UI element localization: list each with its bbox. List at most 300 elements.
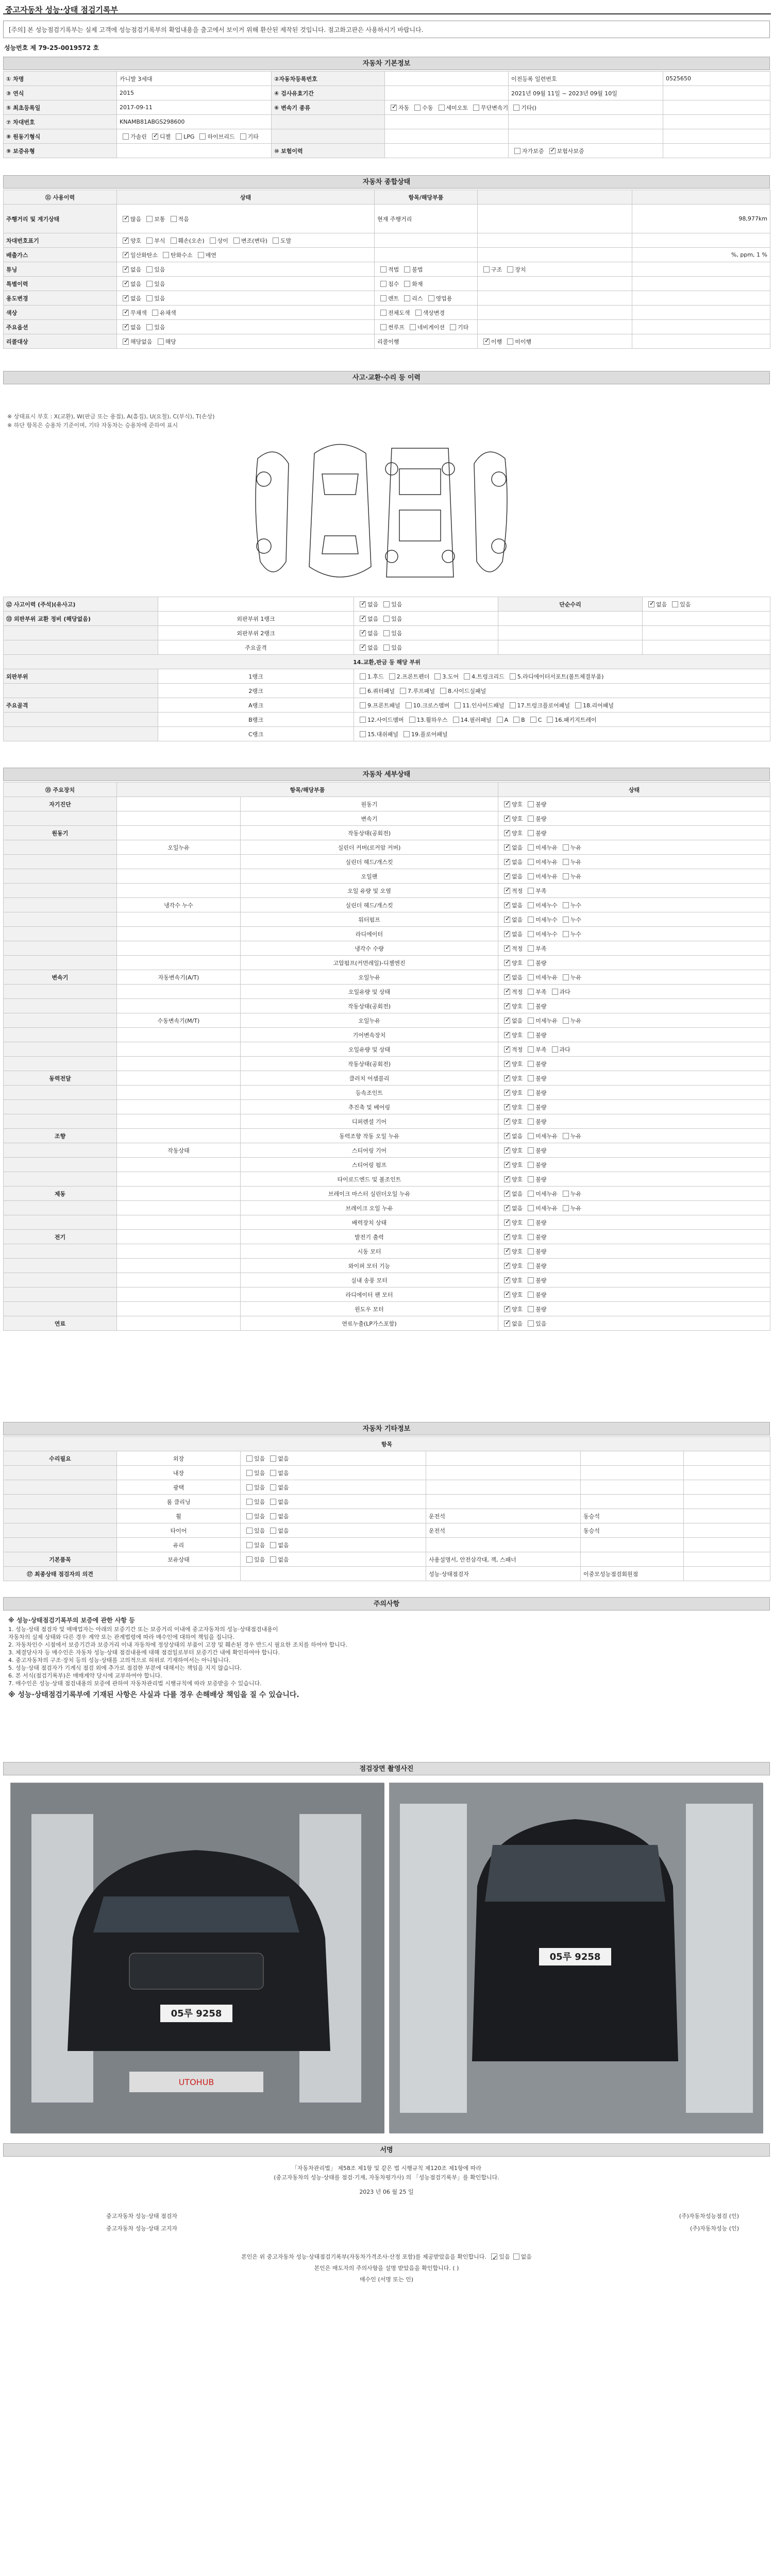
detail-state-box[interactable]: [528, 1104, 534, 1110]
frame-item-box[interactable]: [360, 673, 366, 680]
fuel-option-box[interactable]: [240, 133, 246, 140]
extra-state-option[interactable]: [243, 1454, 265, 1463]
frame-item-box[interactable]: [440, 688, 446, 694]
general-option[interactable]: [155, 337, 176, 346]
general-option-box[interactable]: [146, 281, 153, 287]
detail-state-box[interactable]: [504, 1104, 510, 1110]
extra-state-box[interactable]: [270, 1499, 276, 1505]
fuel-option-box[interactable]: [176, 133, 182, 140]
general-option-box[interactable]: [123, 295, 129, 301]
general-option-box[interactable]: [146, 295, 153, 301]
detail-state-box[interactable]: [528, 1133, 534, 1139]
detail-state-box[interactable]: [504, 859, 510, 865]
detail-state-option[interactable]: [501, 959, 523, 967]
frame-item[interactable]: [357, 701, 400, 709]
detail-state-option[interactable]: [501, 1161, 523, 1169]
transmission-option[interactable]: [435, 104, 468, 112]
general-option[interactable]: [143, 215, 165, 223]
detail-state-box[interactable]: [504, 1320, 510, 1327]
general-sub-option[interactable]: [447, 323, 468, 331]
frame-item[interactable]: [400, 730, 448, 738]
transmission-option[interactable]: [411, 104, 433, 112]
general-sub-option-box[interactable]: [380, 281, 386, 287]
detail-state-box[interactable]: [504, 1018, 510, 1024]
frame-item-box[interactable]: [455, 702, 461, 708]
general-option-box[interactable]: [123, 324, 129, 330]
frame-item-box[interactable]: [360, 688, 366, 694]
detail-state-box[interactable]: [528, 1205, 534, 1211]
detail-state-box[interactable]: [528, 931, 534, 937]
general-sub2-option[interactable]: [480, 337, 502, 346]
detail-state-option[interactable]: [525, 1161, 546, 1169]
general-option[interactable]: [120, 309, 147, 317]
detail-state-option[interactable]: [501, 1305, 523, 1313]
extra-state-option[interactable]: [267, 1555, 289, 1564]
frame-item-box[interactable]: [434, 673, 441, 680]
detail-state-box[interactable]: [528, 1032, 534, 1038]
detail-state-box[interactable]: [504, 1234, 510, 1240]
frame-item[interactable]: [494, 717, 509, 723]
detail-state-box[interactable]: [504, 945, 510, 952]
detail-state-box[interactable]: [528, 1061, 534, 1067]
detail-state-option[interactable]: [501, 1233, 523, 1241]
frame-item-box[interactable]: [406, 702, 412, 708]
detail-state-box[interactable]: [528, 844, 534, 851]
detail-state-option[interactable]: [525, 1074, 546, 1082]
detail-state-option[interactable]: [501, 1319, 523, 1328]
warranty-option[interactable]: [511, 147, 544, 155]
detail-state-option[interactable]: [549, 988, 570, 996]
detail-state-option[interactable]: [501, 1262, 523, 1270]
detail-state-box[interactable]: [528, 1306, 534, 1312]
extra-state-option[interactable]: [267, 1498, 289, 1506]
general-option[interactable]: [120, 337, 153, 346]
detail-state-option[interactable]: [525, 1204, 558, 1212]
detail-state-box[interactable]: [528, 1176, 534, 1182]
detail-state-box[interactable]: [504, 1075, 510, 1081]
detail-state-box[interactable]: [504, 1147, 510, 1154]
extra-state-box[interactable]: [270, 1455, 276, 1462]
detail-state-box[interactable]: [504, 1032, 510, 1038]
extra-state-option[interactable]: [243, 1512, 265, 1520]
frame-item[interactable]: [461, 672, 505, 681]
general-sub-option-box[interactable]: [380, 266, 386, 273]
frame-item-box[interactable]: [510, 673, 516, 680]
detail-state-option[interactable]: [525, 887, 546, 895]
detail-state-option[interactable]: [525, 1262, 546, 1270]
detail-state-box[interactable]: [504, 1003, 510, 1009]
transmission-option[interactable]: [470, 104, 508, 112]
detail-state-box[interactable]: [563, 1133, 569, 1139]
extra-state-box[interactable]: [246, 1499, 253, 1505]
frame-item[interactable]: [357, 672, 384, 681]
detail-state-option[interactable]: [525, 1233, 546, 1241]
detail-state-box[interactable]: [528, 1248, 534, 1255]
extra-state-option[interactable]: [243, 1555, 265, 1564]
general-option[interactable]: [207, 236, 228, 245]
extra-state-option[interactable]: [243, 1469, 265, 1477]
detail-state-option[interactable]: [525, 1117, 546, 1126]
frame-item[interactable]: [507, 701, 570, 709]
extra-state-box[interactable]: [246, 1556, 253, 1563]
frame-item-box[interactable]: [360, 702, 366, 708]
general-sub-option-box[interactable]: [428, 295, 434, 301]
general-option-box[interactable]: [123, 310, 129, 316]
general-option[interactable]: [167, 215, 189, 223]
detail-state-option[interactable]: [525, 829, 546, 837]
detail-state-box[interactable]: [504, 960, 510, 966]
detail-state-box[interactable]: [528, 1277, 534, 1283]
detail-state-option[interactable]: [525, 959, 546, 967]
detail-state-option[interactable]: [560, 843, 581, 852]
detail-state-option[interactable]: [560, 916, 581, 924]
general-option-box[interactable]: [123, 338, 129, 345]
detail-state-box[interactable]: [528, 1046, 534, 1053]
frame-item[interactable]: [357, 687, 395, 695]
detail-state-box[interactable]: [563, 931, 569, 937]
detail-state-option[interactable]: [501, 1175, 523, 1183]
general-option-box[interactable]: [171, 238, 177, 244]
detail-state-option[interactable]: [525, 1175, 546, 1183]
detail-state-option[interactable]: [560, 1204, 581, 1212]
transmission-option[interactable]: [388, 104, 409, 112]
detail-state-box[interactable]: [563, 902, 569, 908]
detail-state-box[interactable]: [528, 974, 534, 980]
detail-state-option[interactable]: [501, 1276, 523, 1284]
detail-state-box[interactable]: [504, 1277, 510, 1283]
general-sub-option-box[interactable]: [380, 310, 386, 316]
frame-item[interactable]: [510, 717, 525, 723]
frame-item[interactable]: [397, 687, 435, 695]
detail-state-box[interactable]: [528, 1263, 534, 1269]
detail-state-option[interactable]: [501, 1031, 523, 1039]
damage-option-box[interactable]: [360, 630, 366, 636]
general-option-box[interactable]: [146, 238, 153, 244]
detail-state-option[interactable]: [560, 872, 581, 880]
detail-state-option[interactable]: [501, 1117, 523, 1126]
detail-state-option[interactable]: [560, 858, 581, 866]
frame-item[interactable]: [572, 701, 614, 709]
detail-state-box[interactable]: [528, 888, 534, 894]
extra-state-box[interactable]: [246, 1470, 253, 1476]
detail-state-option[interactable]: [501, 973, 523, 981]
damage-option[interactable]: [357, 615, 378, 623]
general-sub-option-box[interactable]: [450, 324, 456, 330]
detail-state-option[interactable]: [501, 1132, 523, 1140]
frame-item-box[interactable]: [513, 717, 519, 723]
damage-option-box[interactable]: [383, 630, 390, 636]
detail-state-option[interactable]: [501, 1247, 523, 1256]
transmission-option-box[interactable]: [439, 105, 445, 111]
detail-state-option[interactable]: [560, 901, 581, 909]
general-sub-option[interactable]: [407, 323, 445, 331]
detail-state-box[interactable]: [528, 960, 534, 966]
general-option[interactable]: [195, 251, 216, 259]
general-option[interactable]: [167, 236, 205, 245]
general-option[interactable]: [230, 236, 267, 245]
detail-state-option[interactable]: [525, 843, 558, 852]
damage-option-box[interactable]: [383, 645, 390, 651]
detail-state-box[interactable]: [504, 1263, 510, 1269]
detail-state-box[interactable]: [504, 917, 510, 923]
frame-item[interactable]: [406, 716, 448, 724]
detail-state-option[interactable]: [501, 887, 523, 895]
frame-item-box[interactable]: [510, 702, 516, 708]
detail-state-box[interactable]: [504, 816, 510, 822]
detail-state-box[interactable]: [504, 801, 510, 807]
detail-state-option[interactable]: [525, 1291, 546, 1299]
detail-state-box[interactable]: [528, 1219, 534, 1226]
detail-state-box[interactable]: [563, 859, 569, 865]
detail-state-box[interactable]: [563, 1191, 569, 1197]
detail-state-option[interactable]: [501, 829, 523, 837]
general-sub2-option-box[interactable]: [507, 338, 513, 345]
general-sub-option-box[interactable]: [404, 266, 410, 273]
detail-state-option[interactable]: [525, 901, 558, 909]
extra-state-box[interactable]: [246, 1513, 253, 1519]
frame-item[interactable]: [450, 716, 492, 724]
frame-item[interactable]: [357, 730, 398, 738]
frame-item[interactable]: [507, 672, 604, 681]
detail-state-option[interactable]: [525, 1060, 546, 1068]
detail-state-option[interactable]: [525, 858, 558, 866]
frame-item[interactable]: [451, 701, 504, 709]
detail-state-option[interactable]: [525, 1305, 546, 1313]
fuel-option[interactable]: [237, 132, 259, 141]
detail-state-box[interactable]: [504, 902, 510, 908]
general-option-box[interactable]: [123, 281, 129, 287]
detail-state-option[interactable]: [501, 1045, 523, 1054]
frame-item-box[interactable]: [400, 688, 406, 694]
detail-state-box[interactable]: [528, 1292, 534, 1298]
fuel-option[interactable]: [196, 132, 234, 141]
detail-state-option[interactable]: [525, 1089, 546, 1097]
detail-state-option[interactable]: [501, 988, 523, 996]
detail-state-option[interactable]: [501, 815, 523, 823]
detail-state-box[interactable]: [504, 1133, 510, 1139]
detail-state-option[interactable]: [501, 1146, 523, 1155]
extra-state-option[interactable]: [267, 1469, 289, 1477]
general-sub-option[interactable]: [377, 323, 405, 331]
frame-item-box[interactable]: [464, 673, 470, 680]
detail-state-option[interactable]: [525, 1319, 546, 1328]
detail-state-box[interactable]: [528, 816, 534, 822]
detail-state-box[interactable]: [528, 1090, 534, 1096]
extra-state-box[interactable]: [270, 1513, 276, 1519]
general-sub2-option[interactable]: [480, 265, 502, 274]
detail-state-box[interactable]: [504, 873, 510, 879]
extra-state-box[interactable]: [270, 1484, 276, 1490]
damage-option-box[interactable]: [360, 601, 366, 607]
general-option-box[interactable]: [273, 238, 279, 244]
detail-state-box[interactable]: [528, 1320, 534, 1327]
fuel-option[interactable]: [173, 133, 194, 140]
detail-state-option[interactable]: [525, 1045, 546, 1054]
detail-state-option[interactable]: [501, 843, 523, 852]
frame-item-box[interactable]: [547, 717, 553, 723]
detail-state-option[interactable]: [549, 1045, 570, 1054]
detail-state-box[interactable]: [504, 888, 510, 894]
detail-state-box[interactable]: [504, 1176, 510, 1182]
detail-state-box[interactable]: [504, 1061, 510, 1067]
extra-state-option[interactable]: [243, 1527, 265, 1535]
frame-item-box[interactable]: [575, 702, 581, 708]
general-option[interactable]: [120, 280, 141, 288]
detail-state-option[interactable]: [525, 1016, 558, 1025]
detail-state-box[interactable]: [528, 859, 534, 865]
detail-state-option[interactable]: [560, 973, 581, 981]
detail-state-option[interactable]: [501, 1190, 523, 1198]
detail-state-box[interactable]: [528, 1147, 534, 1154]
damage-option[interactable]: [380, 643, 402, 652]
detail-state-box[interactable]: [504, 974, 510, 980]
detail-state-box[interactable]: [504, 931, 510, 937]
detail-state-box[interactable]: [528, 902, 534, 908]
general-sub-option-box[interactable]: [404, 295, 410, 301]
detail-state-box[interactable]: [528, 1118, 534, 1125]
detail-state-box[interactable]: [504, 1191, 510, 1197]
extra-state-option[interactable]: [243, 1541, 265, 1549]
damage-option[interactable]: [380, 615, 402, 623]
detail-state-box[interactable]: [528, 1075, 534, 1081]
detail-state-box[interactable]: [504, 830, 510, 836]
detail-state-box[interactable]: [528, 1162, 534, 1168]
detail-state-option[interactable]: [501, 944, 523, 953]
detail-state-box[interactable]: [504, 1292, 510, 1298]
general-sub2-option-box[interactable]: [483, 338, 490, 345]
frame-item-box[interactable]: [453, 717, 459, 723]
detail-state-option[interactable]: [525, 930, 558, 938]
extra-state-option[interactable]: [267, 1527, 289, 1535]
general-option[interactable]: [120, 251, 158, 259]
general-option[interactable]: [270, 236, 291, 245]
detail-state-option[interactable]: [525, 1190, 558, 1198]
detail-state-option[interactable]: [525, 1247, 546, 1256]
extra-state-option[interactable]: [267, 1483, 289, 1492]
detail-state-box[interactable]: [504, 1046, 510, 1053]
damage-option2-box[interactable]: [672, 601, 678, 607]
detail-state-option[interactable]: [560, 1132, 581, 1140]
frame-item-box[interactable]: [530, 717, 536, 723]
damage-option-box[interactable]: [360, 616, 366, 622]
general-option[interactable]: [143, 323, 165, 331]
frame-item-box[interactable]: [404, 731, 410, 737]
general-sub-option-box[interactable]: [410, 324, 416, 330]
detail-state-option[interactable]: [525, 1218, 546, 1227]
frame-item-box[interactable]: [360, 717, 366, 723]
detail-state-box[interactable]: [528, 1234, 534, 1240]
detail-state-box[interactable]: [504, 989, 510, 995]
detail-state-box[interactable]: [552, 1046, 558, 1053]
extra-state-option[interactable]: [243, 1483, 265, 1492]
general-sub-option[interactable]: [377, 309, 410, 317]
detail-state-box[interactable]: [528, 1003, 534, 1009]
detail-state-option[interactable]: [501, 930, 523, 938]
detail-state-box[interactable]: [563, 844, 569, 851]
extra-state-option[interactable]: [267, 1512, 289, 1520]
detail-state-box[interactable]: [528, 1018, 534, 1024]
general-option[interactable]: [160, 251, 193, 259]
detail-state-option[interactable]: [501, 1089, 523, 1097]
detail-state-option[interactable]: [560, 1190, 581, 1198]
general-sub-option[interactable]: [401, 280, 423, 288]
damage-option[interactable]: [380, 629, 402, 637]
general-option-box[interactable]: [163, 252, 169, 258]
damage-option2-box[interactable]: [648, 601, 654, 607]
frame-item[interactable]: [544, 716, 596, 724]
general-option[interactable]: [120, 294, 141, 302]
detail-state-box[interactable]: [528, 873, 534, 879]
detail-state-box[interactable]: [528, 830, 534, 836]
damage-option-box[interactable]: [360, 645, 366, 651]
detail-state-box[interactable]: [504, 1118, 510, 1125]
detail-state-box[interactable]: [552, 989, 558, 995]
detail-state-option[interactable]: [501, 1291, 523, 1299]
extra-state-box[interactable]: [246, 1484, 253, 1490]
detail-state-option[interactable]: [525, 916, 558, 924]
fuel-option-box[interactable]: [199, 133, 206, 140]
warranty-option[interactable]: [546, 147, 584, 155]
general-sub-option-box[interactable]: [380, 295, 386, 301]
extra-state-box[interactable]: [246, 1455, 253, 1462]
transmission-option-box[interactable]: [414, 105, 421, 111]
damage-option[interactable]: [357, 643, 378, 652]
detail-state-option[interactable]: [501, 1074, 523, 1082]
damage-option-box[interactable]: [383, 616, 390, 622]
general-sub-option-box[interactable]: [404, 281, 410, 287]
frame-item[interactable]: [357, 716, 404, 724]
detail-state-box[interactable]: [504, 1248, 510, 1255]
damage-option2[interactable]: [669, 600, 691, 608]
general-option-box[interactable]: [123, 252, 129, 258]
detail-state-option[interactable]: [525, 872, 558, 880]
general-option[interactable]: [143, 265, 165, 274]
general-sub2-option-box[interactable]: [483, 266, 490, 273]
damage-option[interactable]: [380, 600, 402, 608]
general-sub2-option[interactable]: [504, 265, 526, 274]
detail-state-option[interactable]: [560, 1016, 581, 1025]
detail-state-option[interactable]: [501, 872, 523, 880]
detail-state-option[interactable]: [501, 1002, 523, 1010]
general-option-box[interactable]: [158, 338, 164, 345]
detail-state-option[interactable]: [525, 800, 546, 808]
extra-state-box[interactable]: [270, 1470, 276, 1476]
frame-item[interactable]: [402, 701, 450, 709]
detail-state-box[interactable]: [528, 989, 534, 995]
general-option[interactable]: [143, 294, 165, 302]
general-option-box[interactable]: [123, 266, 129, 273]
warranty-option-box[interactable]: [514, 148, 520, 154]
detail-state-box[interactable]: [563, 873, 569, 879]
fuel-option[interactable]: [120, 132, 147, 141]
detail-state-option[interactable]: [525, 1132, 558, 1140]
frame-item[interactable]: [386, 672, 430, 681]
frame-item-box[interactable]: [497, 717, 503, 723]
damage-option[interactable]: [357, 629, 378, 637]
fuel-option-box[interactable]: [152, 133, 158, 140]
detail-state-box[interactable]: [504, 1162, 510, 1168]
detail-state-option[interactable]: [525, 973, 558, 981]
general-option[interactable]: [120, 215, 141, 223]
detail-state-option[interactable]: [501, 1060, 523, 1068]
detail-state-box[interactable]: [528, 945, 534, 952]
extra-state-box[interactable]: [270, 1542, 276, 1548]
transmission-option-box[interactable]: [513, 105, 519, 111]
frame-item-box[interactable]: [409, 717, 415, 723]
general-option-box[interactable]: [233, 238, 240, 244]
general-sub-option[interactable]: [377, 280, 399, 288]
detail-state-option[interactable]: [501, 901, 523, 909]
